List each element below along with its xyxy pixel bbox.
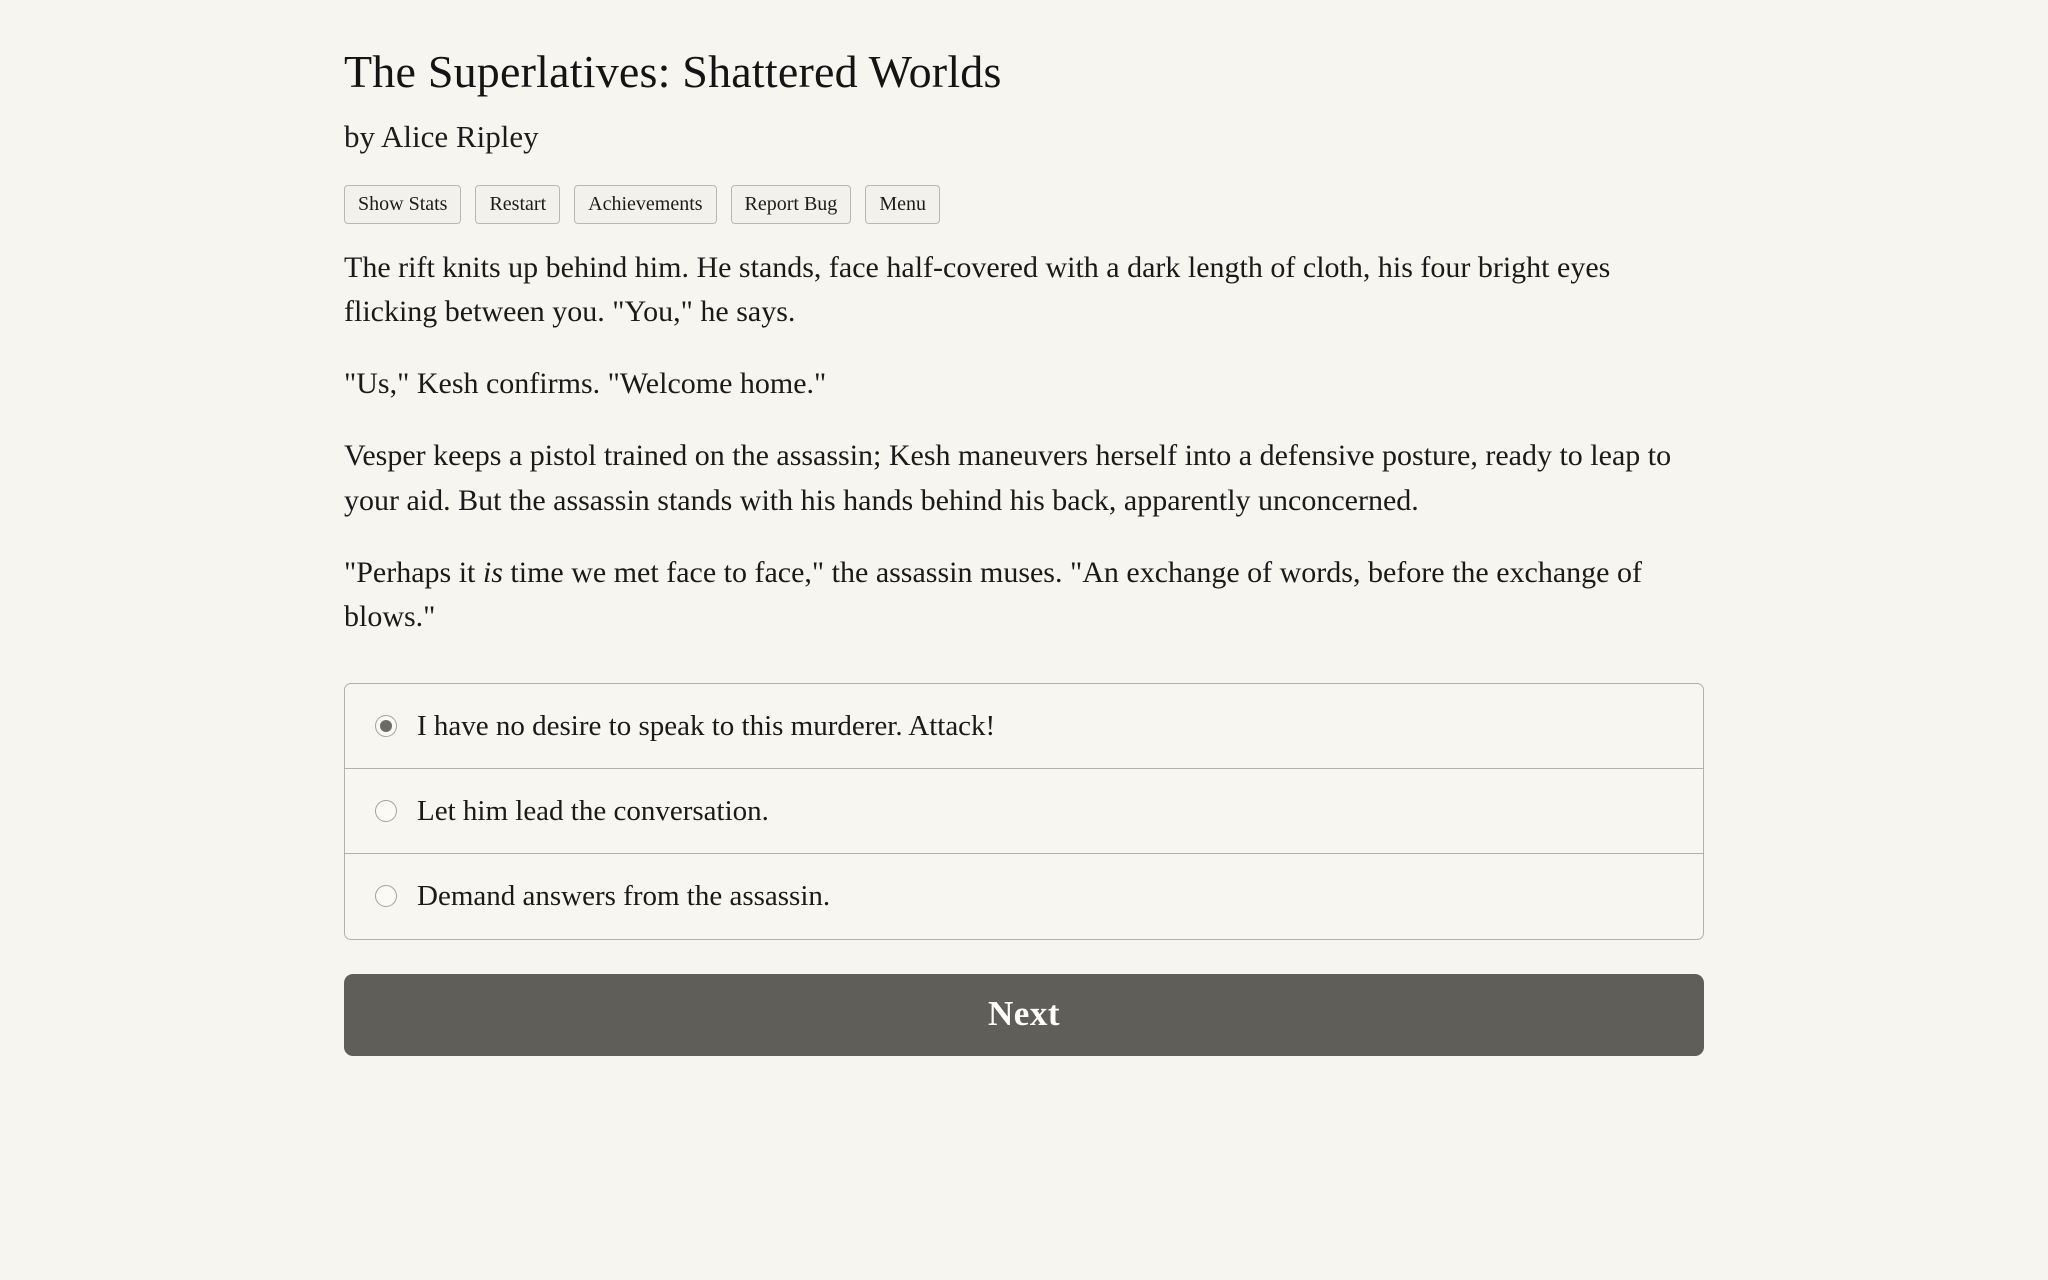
story-text-emphasis: is <box>482 555 503 589</box>
radio-button-icon[interactable] <box>375 800 397 822</box>
choice-option-3[interactable] <box>345 854 1703 938</box>
show-stats-button[interactable]: Show Stats <box>344 185 461 224</box>
choice-label: I have no desire to speak to this murderer. Attack! <box>417 709 996 742</box>
radio-button-icon[interactable] <box>375 885 397 907</box>
choice-label: Let him lead the conversation. <box>417 795 769 828</box>
menu-button[interactable]: Menu <box>865 185 940 224</box>
next-button[interactable]: Next <box>344 974 1704 1056</box>
achievements-button[interactable]: Achievements <box>574 185 716 224</box>
story-paragraph: Vesper keeps a pistol trained on the assassin; Kesh maneuvers herself into a defensive posture, ready to leap to your aid. But the assassin stands with his hands behind his back, apparently unconcerned. <box>344 439 1672 517</box>
page-title: The Superlatives: Shattered Worlds <box>344 46 1002 97</box>
game-page <box>344 0 1704 1056</box>
choice-option-1[interactable] <box>345 684 1703 769</box>
choice-label: Demand answers from the assassin. <box>417 880 831 913</box>
story-paragraph <box>344 551 1704 639</box>
author-byline: by Alice Ripley <box>344 119 539 155</box>
toolbar <box>344 185 1704 224</box>
choice-list <box>344 683 1704 940</box>
story-text <box>344 246 1704 639</box>
story-paragraph: The rift knits up behind him. He stands, face half-covered with a dark length of cloth, his four bright eyes flicking between you. "You," he says. <box>344 251 1611 329</box>
choice-option-2[interactable] <box>345 769 1703 854</box>
restart-button[interactable]: Restart <box>475 185 560 224</box>
story-text-after: time we met face to face," the assassin muses. "An exchange of words, before the exchange of blows." <box>344 555 1642 633</box>
report-bug-button[interactable]: Report Bug <box>731 185 852 224</box>
story-text-before: "Perhaps it <box>344 555 483 589</box>
radio-button-icon[interactable] <box>375 715 397 737</box>
story-paragraph: "Us," Kesh confirms. "Welcome home." <box>344 367 827 401</box>
